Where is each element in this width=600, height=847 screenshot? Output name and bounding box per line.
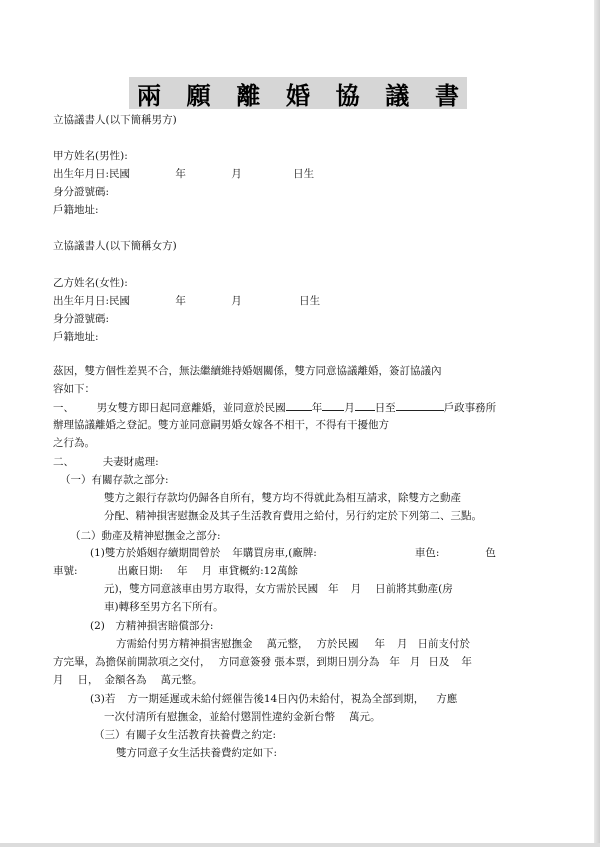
damages-line-1 bbox=[116, 637, 470, 651]
clause-text: 方應 bbox=[436, 693, 458, 705]
clause-text: 金額各為 bbox=[104, 674, 147, 686]
car-clause-line-3 bbox=[104, 582, 453, 596]
page-edge-shadow bbox=[594, 0, 600, 847]
preamble-line-1: 茲因，雙方個性差異不合，無法繼續維持婚姻關係，雙方同意協議離婚，簽訂協議內 bbox=[53, 365, 442, 377]
article-number: 二、 bbox=[53, 456, 74, 468]
article-text: 男女雙方即日起同意離婚，並同意於民國 bbox=[96, 402, 286, 414]
clause-text: 方於民國 bbox=[316, 638, 359, 650]
male-address-label: 戶籍地址: bbox=[53, 204, 99, 216]
section-1-heading: （一）有關存款之部分: bbox=[60, 474, 169, 486]
title-char: 協 bbox=[335, 80, 360, 110]
date-unit: 月 bbox=[409, 656, 421, 668]
dob-day: 日生 bbox=[299, 295, 321, 307]
article-1-line-3: 之行為。 bbox=[53, 437, 95, 449]
article-text: 戶政事務所 bbox=[443, 402, 497, 414]
female-dob-row bbox=[53, 294, 320, 308]
title-char: 書 bbox=[434, 80, 459, 110]
date-unit: 年 bbox=[461, 656, 472, 668]
blank-line bbox=[322, 400, 344, 411]
section-1-line-1: 雙方之銀行存款均仍歸各自所有，雙方均不得就此為相互請求，除雙方之動產 bbox=[104, 492, 461, 504]
clause-text: (1)雙方於婚姻存續期間曾於 bbox=[90, 547, 221, 559]
dob-day: 日生 bbox=[293, 168, 315, 180]
article-1-line-1 bbox=[53, 400, 496, 415]
clause-text: 方一期延遲或未給付經催告後14日內仍未給付，視為全部到期， bbox=[127, 693, 425, 705]
car-clause-line-4: 車)轉移至男方名下所有。 bbox=[104, 601, 224, 613]
date-unit: 年 bbox=[374, 638, 385, 650]
date-unit: 月 bbox=[344, 402, 355, 414]
clause-text: 出廠日期: bbox=[117, 565, 164, 577]
female-name-label: 乙方姓名(女性): bbox=[53, 277, 128, 289]
clause-text: 元)，雙方同意該車由男方取得，女方需於民國 bbox=[104, 583, 319, 595]
title-char: 婚 bbox=[285, 80, 310, 110]
male-dob-row bbox=[53, 167, 314, 181]
blank-line bbox=[286, 400, 312, 411]
section-3-heading: （三）有關子女生活教育扶養費之約定: bbox=[94, 729, 277, 741]
clause-text: 方需給付男方精神損害慰撫金 bbox=[116, 638, 253, 650]
title-char: 離 bbox=[236, 80, 261, 110]
car-clause-line-1 bbox=[90, 546, 496, 560]
date-unit: 年 bbox=[177, 565, 188, 577]
blank-line bbox=[355, 400, 375, 411]
penalty-line-2 bbox=[104, 710, 381, 724]
date-unit: 日， bbox=[77, 674, 99, 686]
female-address-label: 戶籍地址: bbox=[53, 331, 99, 343]
date-unit: 月 bbox=[350, 583, 362, 595]
clause-text: 方同意簽發 張本票，到期日別分為 bbox=[218, 656, 380, 668]
title-char: 兩 bbox=[137, 80, 161, 110]
title-char: 議 bbox=[385, 80, 410, 110]
date-unit: 年 bbox=[328, 583, 339, 595]
damages-line-3 bbox=[53, 673, 203, 687]
clause-text: (3)若 bbox=[90, 693, 116, 705]
clause-text: 日前支付於 bbox=[417, 638, 470, 650]
article-number: 一、 bbox=[53, 402, 74, 414]
damages-heading: (2) 方精神損害賠償部分: bbox=[90, 620, 214, 632]
page-bottom-edge bbox=[0, 843, 600, 847]
article-2-heading bbox=[53, 455, 159, 469]
article-heading: 夫妻財處理: bbox=[102, 456, 159, 468]
clause-text: 車貸概約:12萬餘 bbox=[218, 565, 298, 577]
dob-year: 年 bbox=[175, 295, 186, 307]
female-party-intro: 立協議書人(以下簡稱女方) bbox=[53, 240, 177, 252]
blank-line bbox=[396, 400, 444, 411]
date-unit: 日至 bbox=[374, 402, 396, 414]
female-id-label: 身分證號碼: bbox=[53, 313, 110, 325]
clause-text: 車號: bbox=[53, 565, 78, 577]
clause-text: 方完畢，為擔保前開款項之交付， bbox=[53, 656, 211, 668]
section-3-line-1: 雙方同意子女生活扶養費約定如下: bbox=[116, 747, 278, 759]
title-char: 願 bbox=[186, 80, 211, 110]
male-id-label: 身分證號碼: bbox=[53, 186, 110, 198]
clause-text: 萬元整， bbox=[266, 638, 309, 650]
preamble-line-2: 容如下： bbox=[53, 383, 95, 395]
section-1-line-2: 分配、精神損害慰撫金及其子生活教育費用之給付，另行約定於下列第二、三點。 bbox=[104, 510, 482, 522]
date-unit: 月 bbox=[201, 565, 213, 577]
date-unit: 日及 bbox=[428, 656, 450, 668]
dob-label: 出生年月日:民國 bbox=[53, 295, 131, 307]
date-unit: 年 bbox=[389, 656, 400, 668]
dob-month: 月 bbox=[231, 168, 242, 180]
male-party-intro: 立協議書人(以下簡稱男方) bbox=[53, 114, 177, 126]
date-unit: 月 bbox=[397, 638, 408, 650]
clause-text: 年購買房車,(廠牌: bbox=[232, 547, 317, 559]
dob-year: 年 bbox=[175, 168, 186, 180]
clause-text: 日前將其動產(房 bbox=[375, 583, 453, 595]
penalty-line-1 bbox=[90, 692, 457, 706]
date-unit: 年 bbox=[311, 402, 323, 414]
article-1-line-2: 辦理協議離婚之登記。雙方並同意嗣男婚女嫁各不相干，不得有干擾他方 bbox=[53, 419, 389, 431]
date-unit: 月 bbox=[53, 674, 64, 686]
clause-text: 一次付清所有慰撫金，並給付懲罰性違約金新台幣 bbox=[104, 711, 335, 723]
male-name-label: 甲方姓名(男性): bbox=[53, 150, 128, 162]
document-title bbox=[129, 77, 467, 109]
damages-line-2 bbox=[53, 655, 472, 669]
dob-month: 月 bbox=[231, 295, 242, 307]
dob-label: 出生年月日:民國 bbox=[53, 168, 131, 180]
clause-text: 色 bbox=[485, 547, 496, 559]
section-2-heading: （二）動產及精神慰撫金之部分: bbox=[70, 530, 221, 542]
car-clause-line-2 bbox=[53, 564, 298, 578]
clause-text: 車色: bbox=[414, 547, 440, 559]
clause-text: 萬元。 bbox=[349, 711, 381, 723]
clause-text: 萬元整。 bbox=[160, 674, 203, 686]
